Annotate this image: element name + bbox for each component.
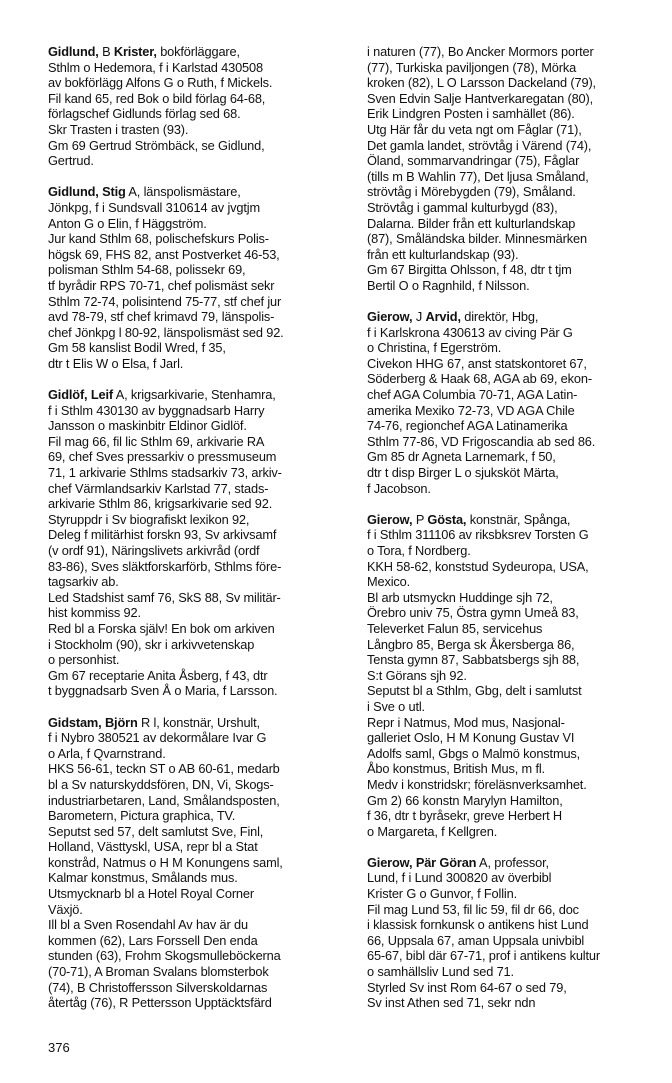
entry-line: Deleg f militärhist forskn 93, Sv arkivsamf bbox=[48, 527, 277, 543]
entry-line: f i Nybro 380521 av dekormålare Ivar G bbox=[48, 730, 267, 746]
entry-line: Dalarna. Bilder från ett kulturlandskap bbox=[367, 215, 576, 231]
entry-gidlund-stig bbox=[48, 184, 348, 371]
entry-line: (77), Turkiska paviljongen (78), Mörka bbox=[367, 59, 577, 75]
entry-line: Krister G o Gunvor, f Follin. bbox=[367, 886, 517, 902]
entry-line: Gm 67 receptarie Anita Åsberg, f 43, dtr bbox=[48, 667, 268, 683]
entry-heading bbox=[367, 512, 667, 528]
entry-line: industriarbetaren, Land, Smålandsposten, bbox=[48, 792, 280, 808]
entry-gidlof-leif bbox=[48, 387, 348, 699]
entry-line: o Arla, f Qvarnstrand. bbox=[48, 745, 166, 761]
entry-line: Växjö. bbox=[48, 901, 83, 917]
entry-line: chef Jönkpg l 80-92, länspolismäst sed 92. bbox=[48, 324, 284, 340]
entry-line: chef Värmlandsarkiv Karlstad 77, stads- bbox=[48, 480, 269, 496]
entry-heading bbox=[48, 715, 348, 731]
entry-line: återtåg (76), R Pettersson Upptäcktsfärd bbox=[48, 995, 272, 1011]
entry-line: strövtåg i Mörebygden (79), Småland. bbox=[367, 184, 576, 200]
entry-title: bokförläggare, bbox=[156, 44, 240, 59]
entry-line: Anton G o Elin, f Häggström. bbox=[48, 215, 207, 231]
entry-line: konstråd, Natmus o H M Konungens saml, bbox=[48, 854, 283, 870]
entry-line: Led Stadshist samf 76, SkS 88, Sv militär- bbox=[48, 589, 281, 605]
entry-line: dtr t disp Birger L o sjuksköt Märta, bbox=[367, 465, 559, 481]
entry-line: 65-67, bibl där 67-71, prof i antikens kultur bbox=[367, 948, 600, 964]
entry-line: i Stockholm (90), skr i arkivvetenskap bbox=[48, 636, 255, 652]
entry-line: 71, 1 arkivarie Sthlms stadsarkiv 73, arkiv- bbox=[48, 465, 282, 481]
entry-line: (70-71), A Broman Svalans blomsterbok bbox=[48, 964, 269, 980]
entry-line: Gm 69 Gertrud Strömbäck, se Gidlund, bbox=[48, 137, 265, 153]
entry-line: 74-76, regionchef AGA Latinamerika bbox=[367, 418, 568, 434]
entry-line: (tills m B Wahlin 77), Det ljusa Småland, bbox=[367, 168, 589, 184]
entry-line: chef AGA Columbia 70-71, AGA Latin- bbox=[367, 387, 578, 403]
entry-gidstam-continued bbox=[367, 44, 667, 294]
entry-line: (87), Småländska bilder. Minnesmärken bbox=[367, 231, 587, 247]
entry-line: högsk 69, FHS 82, anst Postverket 46-53, bbox=[48, 246, 280, 262]
entry-line: 69, chef Sves pressarkiv o pressmuseum bbox=[48, 449, 277, 465]
entry-line: i klassisk fornkunsk o antikens hist Lund bbox=[367, 917, 589, 933]
entry-given-name: Leif bbox=[90, 387, 114, 403]
entry-gierow-arvid bbox=[367, 309, 667, 496]
entry-line: Gm 67 Birgitta Ohlsson, f 48, dtr t tjm bbox=[367, 262, 572, 278]
entry-surname: Gierow, bbox=[367, 511, 413, 527]
entry-line: Skr Trasten i trasten (93). bbox=[48, 121, 189, 137]
entry-line: Utsmycknarb bl a Hotel Royal Corner bbox=[48, 886, 254, 902]
entry-line: 83-86), Sves släktforskarförb, Sthlms före- bbox=[48, 558, 282, 574]
entry-line: Sthlm 77-86, VD Frigoscandia ab sed 86. bbox=[367, 433, 596, 449]
entry-line: av bokförlägg Alfons G o Ruth, f Mickels. bbox=[48, 75, 273, 91]
entry-line: kommen (62), Lars Forssell Den enda bbox=[48, 932, 258, 948]
entry-heading bbox=[48, 387, 348, 403]
entry-heading bbox=[367, 855, 667, 871]
entry-line: Repr i Natmus, Mod mus, Nasjonal- bbox=[367, 714, 565, 730]
entry-heading bbox=[48, 44, 348, 60]
entry-line: (v ordf 91), Näringslivets arkivråd (ordf bbox=[48, 543, 260, 558]
entry-line: S:t Görans sjh 92. bbox=[367, 667, 467, 683]
entry-line: tf byrådir RPS 70-71, chef polismäst sekr bbox=[48, 277, 275, 293]
entry-line: Sv inst Athen sed 71, sekr ndn bbox=[367, 995, 536, 1011]
entry-line: i naturen (77), Bo Ancker Mormors porter bbox=[367, 44, 594, 59]
entry-given-name: Gösta, bbox=[427, 511, 467, 527]
entry-line: f i Sthlm 311106 av riksbksrev Torsten G bbox=[367, 527, 589, 543]
entry-line: Medv i konstridskr; föreläsnverksamhet. bbox=[367, 776, 587, 792]
entry-line: Långbro 85, Berga sk Åkersberga 86, bbox=[367, 636, 575, 652]
entry-line: Televerket Falun 85, servicehus bbox=[367, 620, 543, 636]
entry-line: 66, Uppsala 67, aman Uppsala univbibl bbox=[367, 932, 585, 948]
entry-line: Tensta gymn 87, Sabbatsbergs sjh 88, bbox=[367, 652, 580, 668]
entry-line: avd 78-79, stf chef krimavd 79, länspolis- bbox=[48, 309, 275, 325]
entry-line: o Christina, f Egerström. bbox=[367, 340, 502, 356]
entry-line: o personhist. bbox=[48, 652, 120, 668]
entry-surname: Gidlund, bbox=[48, 44, 99, 59]
entry-title: R l, konstnär, Urshult, bbox=[137, 714, 260, 730]
entry-line: Söderberg & Haak 68, AGA ab 69, ekon- bbox=[367, 371, 592, 387]
entry-line: Kalmar konstmus, Smålands mus. bbox=[48, 870, 238, 886]
entry-line: Fil mag 66, fil lic Sthlm 69, arkivarie RA bbox=[48, 433, 265, 449]
entry-line: Gertrud. bbox=[48, 153, 94, 169]
entry-line: tagsarkiv ab. bbox=[48, 574, 119, 590]
entry-line: arkivarie Sthlm 86, krigsarkivarie sed 92. bbox=[48, 496, 273, 512]
entry-line: galleriet Oslo, H M Konung Gustav VI bbox=[367, 730, 575, 746]
entry-line: f i Sthlm 430130 av byggnadsarb Harry bbox=[48, 402, 265, 418]
entry-line: kroken (82), L O Larsson Dackeland (79), bbox=[367, 75, 596, 91]
entry-line: stunden (63), Frohm Skogsmulleböckerna bbox=[48, 948, 281, 964]
entry-line: Ill bl a Sven Rosendahl Av hav är du bbox=[48, 917, 248, 933]
entry-line: Civekon HHG 67, anst statskontoret 67, bbox=[367, 355, 587, 371]
entry-line: Utg Här får du veta ngt om Fåglar (71), bbox=[367, 121, 582, 137]
entry-line: Jönkpg, f i Sundsvall 310614 av jvgtjm bbox=[48, 199, 260, 215]
page-number: 376 bbox=[48, 1040, 70, 1055]
entry-given-name: Björn bbox=[104, 714, 138, 730]
entry-line: Sven Edvin Salje Hantverkaregatan (80), bbox=[367, 90, 594, 106]
entry-gierow-par-goran bbox=[367, 855, 667, 1011]
entry-line: bl a Sv naturskyddsfören, DN, Vi, Skogs- bbox=[48, 776, 274, 792]
entry-surname: Gidlund, bbox=[48, 184, 99, 200]
entry-line: f Jacobson. bbox=[367, 480, 431, 496]
entry-gidlund-krister bbox=[48, 44, 348, 169]
entry-line: o Tora, f Nordberg. bbox=[367, 543, 471, 558]
entry-surname: Gierow, bbox=[367, 309, 413, 325]
entry-line: KKH 58-62, konststud Sydeuropa, USA, bbox=[367, 558, 589, 574]
entry-gierow-gosta bbox=[367, 512, 667, 839]
entry-line: Holland, Västtyskl, USA, repr bl a Stat bbox=[48, 839, 258, 855]
entry-line: Fil mag Lund 53, fil lic 59, fil dr 66, doc bbox=[367, 901, 579, 917]
entry-heading bbox=[367, 309, 667, 325]
entry-line: t byggnadsarb Sven Å o Maria, f Larsson. bbox=[48, 683, 278, 699]
entry-initials: B bbox=[98, 44, 114, 59]
entry-line: Bertil O o Ragnhild, f Nilsson. bbox=[367, 277, 530, 293]
entry-line: förlagschef Gidlunds förlag sed 68. bbox=[48, 106, 241, 122]
entry-gidstam-bjorn bbox=[48, 715, 348, 1011]
entry-line: Sthlm o Hedemora, f i Karlstad 430508 bbox=[48, 59, 263, 75]
entry-line: polisman Sthlm 54-68, polissekr 69, bbox=[48, 262, 246, 278]
entry-line: f 36, dtr t byråsekr, greve Herbert H bbox=[367, 808, 563, 824]
entry-line: i Sve o utl. bbox=[367, 698, 425, 714]
entry-line: Red bl a Forska själv! En bok om arkiven bbox=[48, 620, 275, 636]
entry-line: Styruppdr i Sv biografiskt lexikon 92, bbox=[48, 511, 250, 527]
entry-line: Jansson o maskinbitr Eldinor Gidlöf. bbox=[48, 418, 247, 434]
entry-surname: Gidlöf, bbox=[48, 387, 88, 403]
entry-line: Adolfs saml, Gbgs o Malmö konstmus, bbox=[367, 745, 581, 761]
entry-given-name: Arvid, bbox=[425, 309, 461, 325]
entry-line: Barometern, Pictura graphica, TV. bbox=[48, 808, 236, 824]
entry-line: o samhällsliv Lund sed 71. bbox=[367, 964, 514, 980]
entry-line: dtr t Elis W o Elsa, f Jarl. bbox=[48, 355, 184, 371]
entry-given-name: Krister, bbox=[113, 44, 157, 59]
entry-given-name: Pär Göran bbox=[415, 854, 477, 870]
entry-title: A, länspolismästare, bbox=[125, 184, 241, 200]
entry-surname: Gierow, bbox=[367, 854, 413, 870]
entry-heading bbox=[48, 184, 348, 200]
entry-line: Öland, sommarvandringar (75), Fåglar bbox=[367, 153, 580, 169]
entry-line: Fil kand 65, red Bok o bild förlag 64-68, bbox=[48, 90, 266, 106]
entry-line: Seputst sed 57, delt samlutst Sve, Finl, bbox=[48, 823, 264, 839]
entry-title: A, professor, bbox=[476, 854, 549, 870]
entry-line: Gm 58 kanslist Bodil Wred, f 35, bbox=[48, 340, 226, 356]
entry-line: Styrled Sv inst Rom 64-67 o sed 79, bbox=[367, 979, 567, 995]
entry-line: (74), B Christoffersson Silverskoldarnas bbox=[48, 979, 268, 995]
entry-given-name: Stig bbox=[102, 184, 126, 200]
entry-line: o Margareta, f Kellgren. bbox=[367, 823, 498, 839]
entry-title: konstnär, Spånga, bbox=[466, 511, 571, 527]
entry-line: Seputst bl a Sthlm, Gbg, delt i samlutst bbox=[367, 683, 582, 699]
entry-line: Gm 85 dr Agneta Larnemark, f 50, bbox=[367, 449, 556, 465]
entry-line: f i Karlskrona 430613 av civing Pär G bbox=[367, 324, 573, 340]
entry-line: HKS 56-61, teckn ST o AB 60-61, medarb bbox=[48, 761, 280, 777]
entry-line: Åbo konstmus, British Mus, m fl. bbox=[367, 761, 545, 777]
entry-line: Mexico. bbox=[367, 574, 411, 590]
entry-line: Strövtåg i gammal kulturbygd (83), bbox=[367, 199, 558, 215]
entry-line: Lund, f i Lund 300820 av överbibl bbox=[367, 870, 552, 886]
right-column bbox=[367, 44, 667, 1026]
entry-line: hist kommiss 92. bbox=[48, 605, 141, 621]
entry-initials: J bbox=[412, 309, 426, 325]
entry-line: Sthlm 72-74, polisintend 75-77, stf chef jur bbox=[48, 293, 282, 309]
left-column bbox=[48, 44, 348, 1026]
entry-line: Det gamla landet, strövtåg i Värend (74), bbox=[367, 137, 592, 153]
entry-initials: P bbox=[412, 511, 428, 527]
entry-line: amerika Mexiko 72-73, VD AGA Chile bbox=[367, 402, 575, 418]
entry-line: Erik Lindgren Posten i samhället (86). bbox=[367, 106, 575, 122]
entry-line: Gm 2) 66 konstn Marylyn Hamilton, bbox=[367, 792, 563, 808]
entry-line: Bl arb utsmyckn Huddinge sjh 72, bbox=[367, 589, 553, 605]
entry-title: A, krigsarkivarie, Stenhamra, bbox=[113, 387, 276, 403]
entry-surname: Gidstam, bbox=[48, 714, 102, 730]
entry-line: Jur kand Sthlm 68, polischefskurs Polis- bbox=[48, 231, 269, 247]
entry-line: Örebro univ 75, Östra gymn Umeå 83, bbox=[367, 605, 579, 621]
entry-line: från ett kulturlandskap (93). bbox=[367, 246, 519, 262]
entry-title: direktör, Hbg, bbox=[460, 309, 539, 325]
